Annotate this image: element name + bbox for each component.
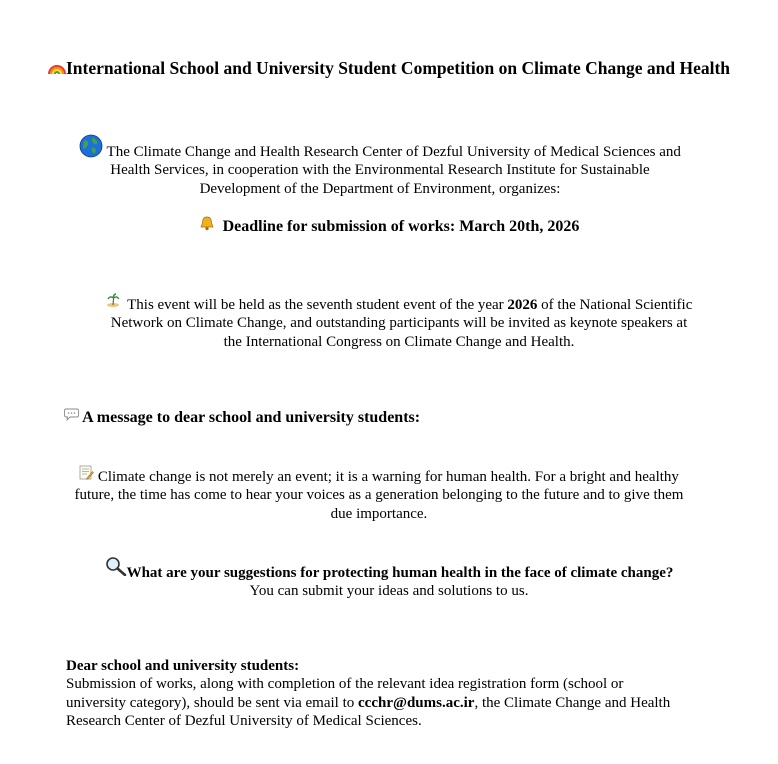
- message-heading-text: A message to dear school and university students:: [82, 409, 421, 426]
- page-title-text: International School and University Student Competition on Climate Change and Health: [65, 58, 731, 78]
- question-subtext: You can submit your ideas and solutions to us.: [249, 583, 529, 600]
- bell-icon: [199, 216, 215, 236]
- message-heading: [64, 408, 420, 427]
- globe-icon: [79, 134, 103, 161]
- submission-heading: Dear school and university students:: [66, 658, 300, 674]
- memo-icon: [79, 465, 94, 486]
- submission-text-after: , the Climate Change and Health Research Center of Dezful University of Medical Sciences.: [66, 694, 671, 730]
- message-body-text: Climate change is not merely an event; it is a warning for human health. For a bright and healthy future, the time has come to hear your voices as a generation belonging to the future and to give them due importance.: [74, 469, 684, 522]
- submission-email: ccchr@dums.ac.ir: [358, 694, 475, 711]
- intro-paragraph: [70, 134, 690, 198]
- palm-island-icon: [106, 293, 120, 314]
- event-text-before: This event will be held as the seventh student event of the year: [127, 297, 508, 313]
- deadline-line: [0, 216, 778, 236]
- event-text-after: of the National Scientific Network on Climate Change, and outstanding participants will be invited as keynote speakers at the International Congress on Climate Change and Health.: [110, 297, 693, 350]
- message-paragraph: [66, 465, 692, 523]
- question-text: What are your suggestions for protecting human health in the face of climate change?: [126, 565, 674, 581]
- speech-bubble-icon: [64, 408, 79, 427]
- event-paragraph: [104, 293, 694, 351]
- submission-text-before: Submission of works, along with completion of the relevant idea registration form (school or university category), should be sent via email to: [66, 676, 624, 711]
- question-block: [0, 556, 778, 601]
- magnifier-icon: [105, 556, 127, 582]
- intro-text: The Climate Change and Health Research Center of Dezful University of Medical Sciences and Health Services, in cooperation with the Environmental Research Institute for Sustainable Development of the Department of Environment, organizes:: [106, 144, 681, 197]
- submission-block: [66, 657, 686, 731]
- page-title: [0, 58, 778, 79]
- event-year: 2026: [507, 297, 538, 313]
- rainbow-icon: [48, 58, 66, 79]
- deadline-text: Deadline for submission of works: March 20th, 2026: [222, 218, 580, 235]
